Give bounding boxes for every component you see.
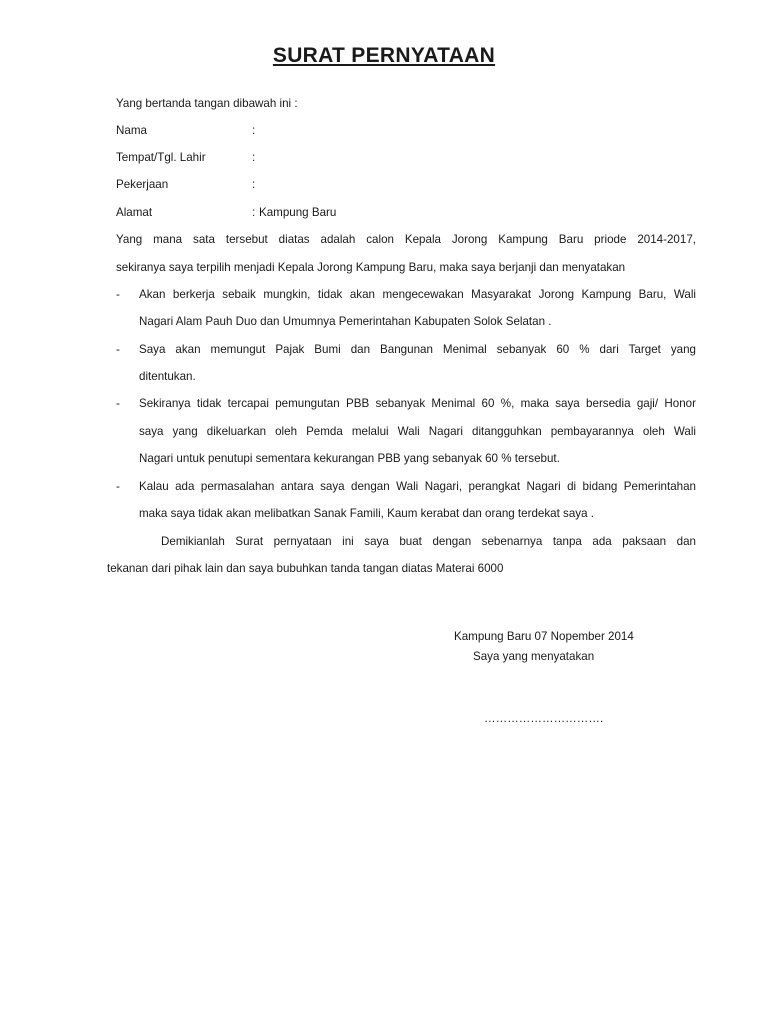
field-label-tempat-tgl-lahir: Tempat/Tgl. Lahir <box>116 151 206 164</box>
closing-line-2: tekanan dari pihak lain dan saya bubuhkan tanda tangan diatas Materai 6000 <box>107 562 504 575</box>
statement-line-1: Yang mana sata tersebut diatas adalah calon Kepala Jorong Kampung Baru priode 2014-2017, <box>116 233 696 246</box>
bullet-marker: - <box>116 288 120 301</box>
bullet-marker: - <box>116 480 120 493</box>
bullet-marker: - <box>116 343 120 356</box>
field-separator: : <box>252 206 256 219</box>
field-value-alamat: Kampung Baru <box>259 206 337 219</box>
field-separator: : <box>252 178 256 191</box>
field-separator: : <box>252 151 256 164</box>
bullet-3-line-3: Nagari untuk penutupi sementara kekurangan PBB yang sebanyak 60 % tersebut. <box>139 452 560 465</box>
signature-line: …………………………. <box>484 712 604 725</box>
document-title: SURAT PERNYATAAN <box>272 44 496 67</box>
bullet-1-line-1: Akan berkerja sebaik mungkin, tidak akan mengecewakan Masyarakat Jorong Kampung Baru, Wali <box>139 288 696 301</box>
signer-label: Saya yang menyatakan <box>473 650 595 663</box>
bullet-3-line-2: saya yang dikeluarkan oleh Pemda melalui Wali Nagari ditangguhkan pembayarannya oleh Wali <box>139 425 696 438</box>
bullet-4-line-1: Kalau ada permasalahan antara saya dengan Wali Nagari, perangkat Nagari di bidang Pemerintahan <box>139 480 696 493</box>
bullet-marker: - <box>116 397 120 410</box>
bullet-2-line-2: ditentukan. <box>139 370 196 383</box>
bullet-2-line-1: Saya akan memungut Pajak Bumi dan Bangunan Menimal sebanyak 60 % dari Target yang <box>139 343 696 356</box>
field-label-alamat: Alamat <box>116 206 153 219</box>
statement-line-2: sekiranya saya terpilih menjadi Kepala Jorong Kampung Baru, maka saya berjanji dan menyatakan <box>116 261 626 274</box>
intro-text: Yang bertanda tangan dibawah ini : <box>116 97 298 110</box>
closing-line-1: Demikianlah Surat pernyataan ini saya buat dengan sebenarnya tanpa ada paksaan dan <box>161 535 696 548</box>
bullet-3-line-1: Sekiranya tidak tercapai pemungutan PBB sebanyak Menimal 60 %, maka saya bersedia gaji/ Honor <box>139 397 696 410</box>
bullet-4-line-2: maka saya tidak akan melibatkan Sanak Famili, Kaum kerabat dan orang terdekat saya . <box>139 507 594 520</box>
field-label-nama: Nama <box>116 124 147 137</box>
field-separator: : <box>252 124 256 137</box>
place-date: Kampung Baru 07 Nopember 2014 <box>454 630 634 643</box>
bullet-1-line-2: Nagari Alam Pauh Duo dan Umumnya Pemerintahan Kabupaten Solok Selatan . <box>139 315 552 328</box>
field-label-pekerjaan: Pekerjaan <box>116 178 169 191</box>
